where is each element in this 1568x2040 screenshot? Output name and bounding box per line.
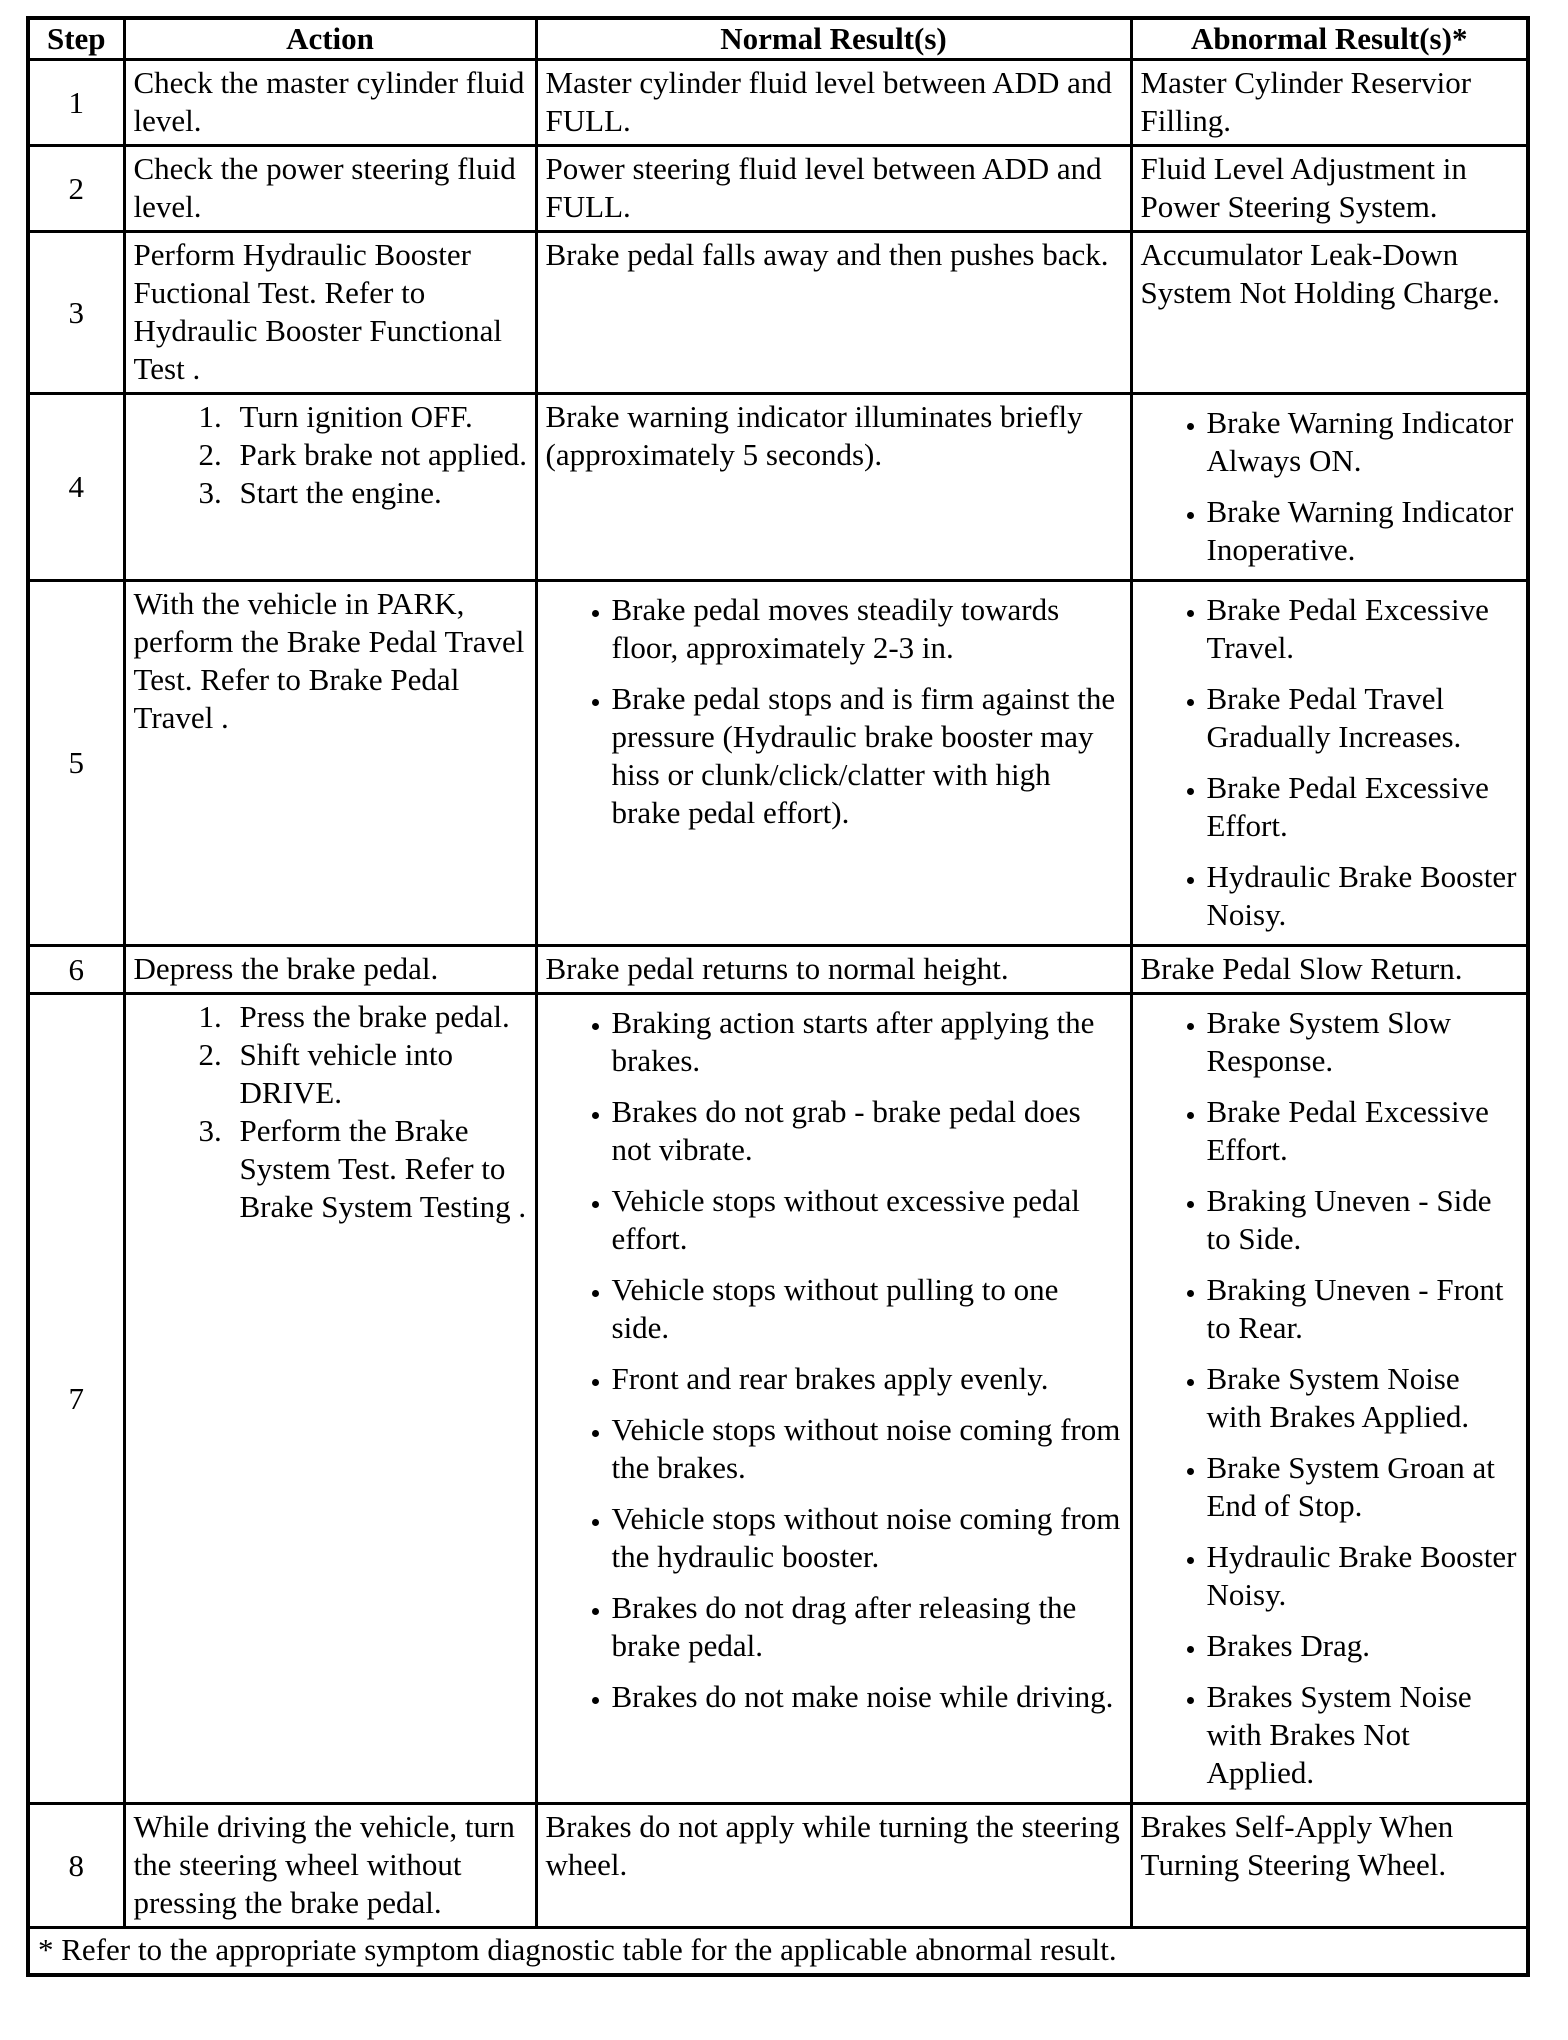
abnormal-result-item: • Brake Warning Indicator Always ON. [1207,404,1521,480]
normal-results-list [546,591,1124,832]
action-cell [124,994,536,1804]
abnormal-result-item: • Brake Pedal Excessive Travel. [1207,591,1521,667]
normal-result-item: • Brake pedal stops and is firm against the pressure (Hydraulic brake booster may hiss or clunk/click/clatter with high brake pedal effort). [612,680,1124,832]
step-number: 7 [28,994,124,1804]
normal-result-item: • Vehicle stops without noise coming from the hydraulic booster. [612,1500,1124,1576]
abnormal-results-list [1141,404,1521,569]
action-cell: While driving the vehicle, turn the steering wheel without pressing the brake pedal. [124,1804,536,1928]
abnormal-result-item: • Brake Pedal Travel Gradually Increases. [1207,680,1521,756]
action-step-item: 2. Park brake not applied. [230,436,529,474]
action-cell: Check the master cylinder fluid level. [124,60,536,146]
normal-result-cell: Brake pedal returns to normal height. [536,946,1131,994]
abnormal-result-cell: Brake Pedal Slow Return. [1131,946,1528,994]
table-row [28,994,1528,1804]
abnormal-result-cell [1131,394,1528,581]
action-step-item: 3. Perform the Brake System Test. Refer to Brake System Testing . [230,1112,529,1226]
action-cell [124,394,536,581]
normal-result-cell: Brakes do not apply while turning the steering wheel. [536,1804,1131,1928]
step-number: 6 [28,946,124,994]
action-step-item: 1. Turn ignition OFF. [230,398,529,436]
normal-result-item: • Braking action starts after applying the brakes. [612,1004,1124,1080]
abnormal-result-cell: Brakes Self-Apply When Turning Steering Wheel. [1131,1804,1528,1928]
header-normal-results: Normal Result(s) [536,18,1131,60]
step-number: 8 [28,1804,124,1928]
abnormal-results-list [1141,591,1521,934]
normal-result-item: • Front and rear brakes apply evenly. [612,1360,1124,1398]
footnote: * Refer to the appropriate symptom diagnostic table for the applicable abnormal result. [28,1928,1528,1976]
table-row [28,146,1528,232]
table-row [28,60,1528,146]
normal-result-item: • Brake pedal moves steadily towards floor, approximately 2-3 in. [612,591,1124,667]
action-cell: Perform Hydraulic Booster Fuctional Test. Refer to Hydraulic Booster Functional Test . [124,232,536,394]
abnormal-results-list [1141,1004,1521,1792]
normal-result-cell: Brake pedal falls away and then pushes back. [536,232,1131,394]
abnormal-result-item: • Brake Pedal Excessive Effort. [1207,769,1521,845]
abnormal-result-cell: Fluid Level Adjustment in Power Steering System. [1131,146,1528,232]
action-cell: With the vehicle in PARK, perform the Brake Pedal Travel Test. Refer to Brake Pedal Travel . [124,581,536,946]
normal-result-item: • Brakes do not make noise while driving. [612,1678,1124,1716]
abnormal-result-cell: Master Cylinder Reservior Filling. [1131,60,1528,146]
table-row [28,1804,1528,1928]
abnormal-result-item: • Brake Warning Indicator Inoperative. [1207,493,1521,569]
step-number: 4 [28,394,124,581]
header-abnormal-results: Abnormal Result(s)* [1131,18,1528,60]
action-steps-list [134,998,529,1226]
abnormal-result-item: • Brakes Drag. [1207,1627,1521,1665]
abnormal-result-item: • Braking Uneven - Side to Side. [1207,1182,1521,1258]
abnormal-result-item: • Brake Pedal Excessive Effort. [1207,1093,1521,1169]
diagnostic-table-container [26,16,1526,1977]
header-action: Action [124,18,536,60]
abnormal-result-item: • Braking Uneven - Front to Rear. [1207,1271,1521,1347]
table-row [28,946,1528,994]
action-step-item: 2. Shift vehicle into DRIVE. [230,1036,529,1112]
normal-result-cell: Brake warning indicator illuminates briefly (approximately 5 seconds). [536,394,1131,581]
abnormal-result-item: • Brake System Slow Response. [1207,1004,1521,1080]
normal-result-item: • Vehicle stops without pulling to one side. [612,1271,1124,1347]
abnormal-result-item: • Brake System Groan at End of Stop. [1207,1449,1521,1525]
normal-result-item: • Vehicle stops without excessive pedal effort. [612,1182,1124,1258]
normal-result-item: • Vehicle stops without noise coming from the brakes. [612,1411,1124,1487]
action-step-item: 3. Start the engine. [230,474,529,512]
action-cell: Check the power steering fluid level. [124,146,536,232]
step-number: 5 [28,581,124,946]
table-row [28,232,1528,394]
header-step: Step [28,18,124,60]
abnormal-result-cell [1131,581,1528,946]
normal-result-cell: Power steering fluid level between ADD and FULL. [536,146,1131,232]
normal-result-cell: Master cylinder fluid level between ADD and FULL. [536,60,1131,146]
normal-result-item: • Brakes do not drag after releasing the brake pedal. [612,1589,1124,1665]
abnormal-result-item: • Brake System Noise with Brakes Applied. [1207,1360,1521,1436]
abnormal-result-item: • Hydraulic Brake Booster Noisy. [1207,858,1521,934]
action-cell: Depress the brake pedal. [124,946,536,994]
normal-result-cell [536,581,1131,946]
abnormal-result-item: • Brakes System Noise with Brakes Not Applied. [1207,1678,1521,1792]
brake-diagnostic-table [26,16,1530,1977]
table-row [28,581,1528,946]
normal-results-list [546,1004,1124,1716]
step-number: 1 [28,60,124,146]
action-steps-list [134,398,529,512]
abnormal-result-cell: Accumulator Leak-Down System Not Holding Charge. [1131,232,1528,394]
normal-result-item: • Brakes do not grab - brake pedal does not vibrate. [612,1093,1124,1169]
step-number: 3 [28,232,124,394]
table-row [28,394,1528,581]
normal-result-cell [536,994,1131,1804]
abnormal-result-cell [1131,994,1528,1804]
footnote-row [28,1928,1528,1976]
abnormal-result-item: • Hydraulic Brake Booster Noisy. [1207,1538,1521,1614]
action-step-item: 1. Press the brake pedal. [230,998,529,1036]
header-row [28,18,1528,60]
step-number: 2 [28,146,124,232]
